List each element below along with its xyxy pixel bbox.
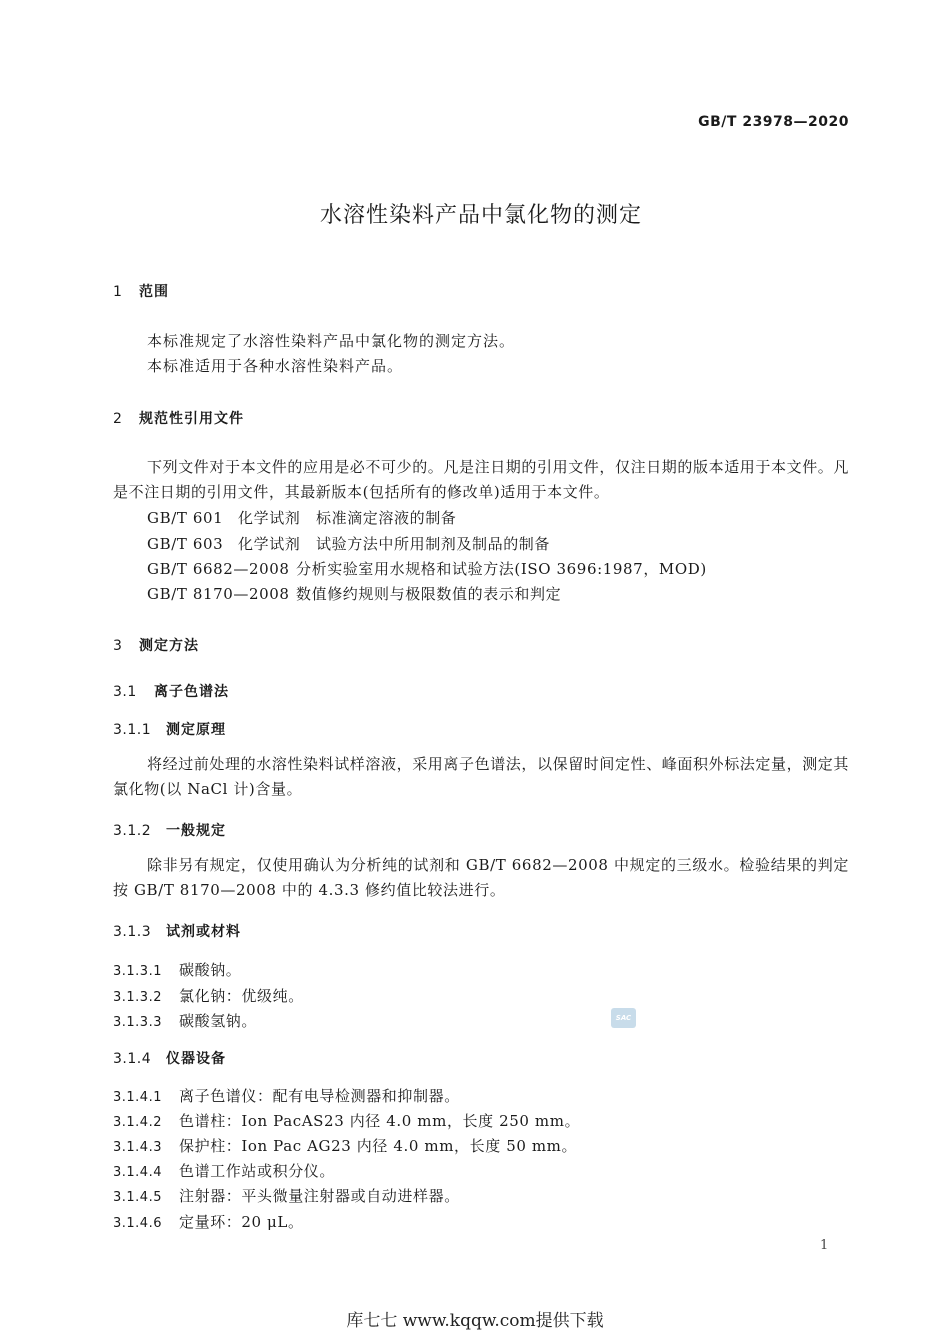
- item-number: 3.1.4.1: [113, 1090, 162, 1105]
- principle-paragraph: 将经过前处理的水溶性染料试样溶液，采用离子色谱法，以保留时间定性、峰面积外标法定量，测定其氯化物(以 NaCl 计)含量。: [113, 755, 850, 798]
- document-title: 水溶性染料产品中氯化物的测定: [319, 203, 642, 228]
- item-text: 碳酸钠。: [179, 961, 242, 979]
- item-text: 碳酸氢钠。: [179, 1012, 258, 1030]
- item-text: 定量环：20 μL。: [179, 1213, 304, 1231]
- section-title: 范围: [139, 284, 169, 300]
- item-text: 色谱柱：Ion PacAS23 内径 4.0 mm，长度 250 mm。: [179, 1112, 581, 1130]
- subsection-number: 3.1.3: [113, 924, 152, 940]
- reference-code: GB/T 603: [147, 535, 224, 553]
- subsection-3-1-3-heading: [113, 921, 241, 941]
- reagent-item: [113, 985, 304, 1006]
- section-title: 测定方法: [139, 638, 199, 654]
- section-number: 3: [113, 638, 123, 654]
- reference-item: [147, 507, 456, 528]
- item-text: 离子色谱仪：配有电导检测器和抑制器。: [179, 1087, 460, 1105]
- section-number: 1: [113, 284, 123, 300]
- subsection-number: 3.1: [113, 684, 137, 700]
- equipment-item: [113, 1110, 580, 1131]
- subsection-title: 离子色谱法: [154, 684, 229, 700]
- reference-code: GB/T 6682—2008: [147, 560, 290, 578]
- reference-title: 化学试剂 试验方法中所用制剂及制品的制备: [238, 535, 551, 553]
- section-title: 规范性引用文件: [139, 411, 244, 427]
- equipment-item: [113, 1211, 304, 1232]
- scope-paragraph-1: 本标准规定了水溶性染料产品中氯化物的测定方法。: [147, 332, 516, 350]
- subsection-number: 3.1.1: [113, 722, 152, 738]
- download-footer: 库七七 www.kqqw.com提供下载: [346, 1311, 604, 1331]
- subsection-3-1-heading: [113, 681, 229, 701]
- item-number: 3.1.4.4: [113, 1165, 162, 1180]
- equipment-item: [113, 1135, 577, 1156]
- item-number: 3.1.4.6: [113, 1216, 162, 1231]
- equipment-item: [113, 1185, 460, 1206]
- subsection-3-1-2-heading: [113, 820, 226, 840]
- item-number: 3.1.3.1: [113, 964, 162, 979]
- reference-title: 分析实验室用水规格和试验方法(ISO 3696:1987，MOD): [296, 560, 707, 578]
- scope-paragraph-2: 本标准适用于各种水溶性染料产品。: [147, 357, 404, 375]
- reference-item: [147, 583, 561, 604]
- item-number: 3.1.4.3: [113, 1140, 162, 1155]
- item-number: 3.1.4.2: [113, 1115, 162, 1130]
- reference-code: GB/T 8170—2008: [147, 585, 290, 603]
- subsection-number: 3.1.4: [113, 1051, 152, 1067]
- sac-watermark-logo: SAC: [611, 1008, 636, 1028]
- item-number: 3.1.3.3: [113, 1015, 162, 1030]
- equipment-item: [113, 1085, 460, 1106]
- reference-title: 化学试剂 标准滴定溶液的制备: [238, 509, 457, 527]
- item-text: 氯化钠：优级纯。: [179, 987, 304, 1005]
- general-rules-paragraph: 除非另有规定，仅使用确认为分析纯的试剂和 GB/T 6682—2008 中规定的三级水。检验结果的判定按 GB/T 8170—2008 中的 4.3.3 修约值比较法进行。: [113, 856, 849, 899]
- item-text: 注射器：平头微量注射器或自动进样器。: [179, 1187, 460, 1205]
- subsection-number: 3.1.2: [113, 823, 152, 839]
- references-intro: 下列文件对于本文件的应用是必不可少的。凡是注日期的引用文件，仅注日期的版本适用于本文件。凡是不注日期的引用文件，其最新版本(包括所有的修改单)适用于本文件。: [113, 458, 850, 501]
- reference-title: 数值修约规则与极限数值的表示和判定: [296, 585, 562, 603]
- reference-code: GB/T 601: [147, 509, 224, 527]
- section-3-heading: [113, 635, 199, 655]
- reference-item: [147, 533, 550, 554]
- subsection-3-1-1-heading: [113, 719, 226, 739]
- reagent-item: [113, 1010, 257, 1031]
- subsection-title: 仪器设备: [166, 1051, 226, 1067]
- subsection-3-1-4-heading: [113, 1048, 226, 1068]
- reagent-item: [113, 959, 241, 980]
- item-number: 3.1.3.2: [113, 990, 162, 1005]
- standard-code: GB/T 23978—2020: [698, 114, 849, 130]
- section-number: 2: [113, 411, 123, 427]
- page-number: 1: [820, 1238, 829, 1253]
- item-text: 保护柱：Ion Pac AG23 内径 4.0 mm，长度 50 mm。: [179, 1137, 578, 1155]
- section-2-heading: [113, 408, 244, 428]
- subsection-title: 一般规定: [166, 823, 226, 839]
- equipment-item: [113, 1160, 335, 1181]
- item-text: 色谱工作站或积分仪。: [179, 1162, 336, 1180]
- section-1-heading: [113, 281, 169, 301]
- subsection-title: 试剂或材料: [166, 924, 241, 940]
- item-number: 3.1.4.5: [113, 1190, 162, 1205]
- reference-item: [147, 558, 707, 579]
- subsection-title: 测定原理: [166, 722, 226, 738]
